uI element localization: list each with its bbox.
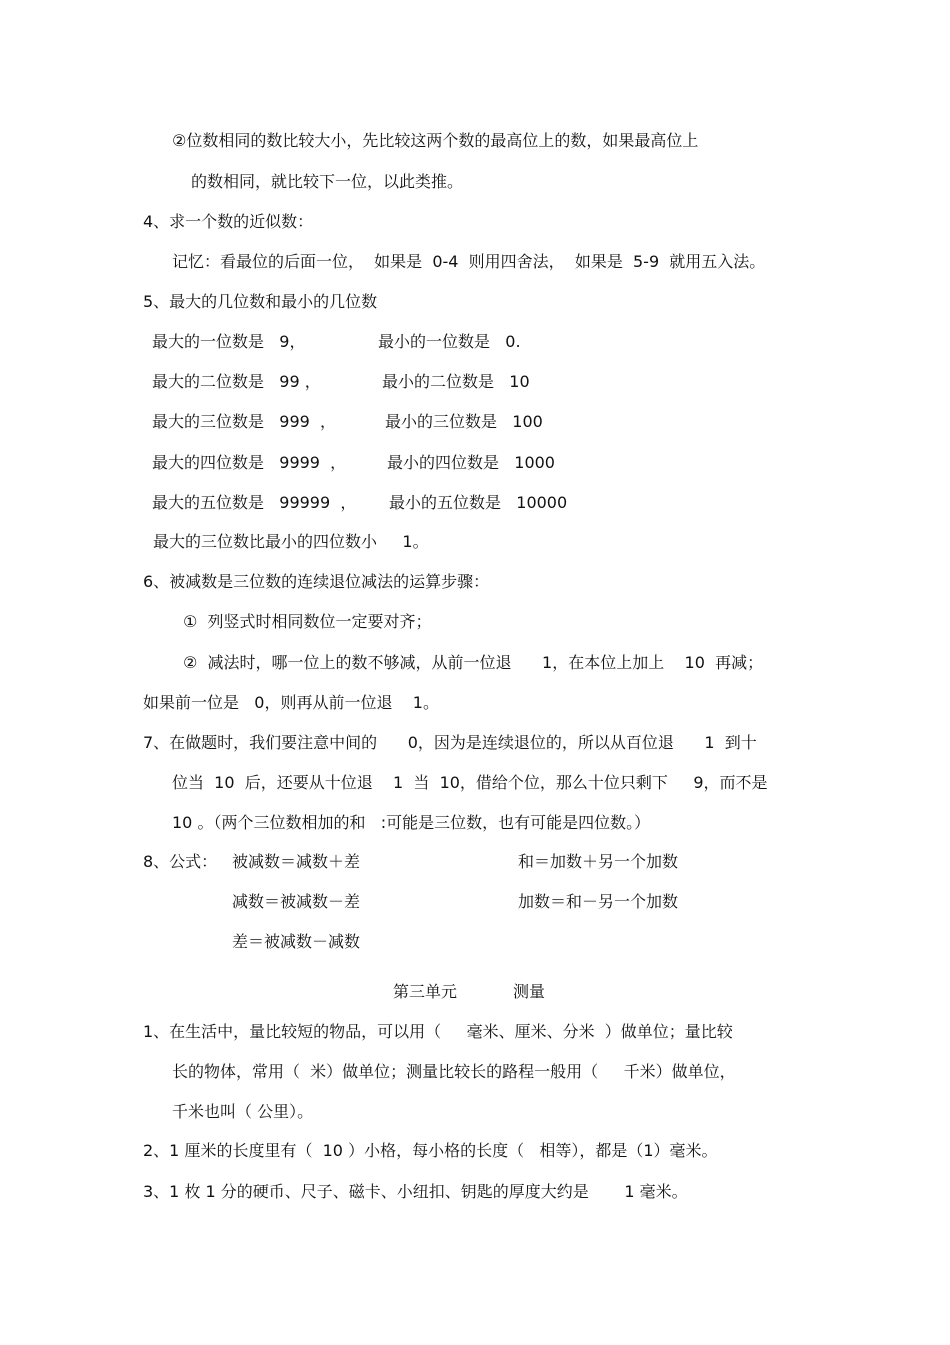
table-row-min: 最小的三位数是 100 [385, 412, 543, 431]
text-line: ① 列竖式时相同数位一定要对齐； [183, 612, 432, 631]
text-line: ②位数相同的数比较大小，先比较这两个数的最高位上的数，如果最高位上 [172, 131, 699, 150]
text-line: 如果前一位是 0，则再从前一位退 1。 [143, 693, 439, 712]
text-line: 1、在生活中，量比较短的物品，可以用（ 毫米、厘米、分米 ）做单位；量比较 [143, 1022, 733, 1041]
text-line: 位当 10 后，还要从十位退 1 当 10，借给个位，那么十位只剩下 9，而不是 [172, 773, 768, 792]
table-row-max: 最大的二位数是 99 ， [152, 372, 321, 391]
text-line: 10 。（两个三位数相加的和 :可能是三位数，也有可能是四位数。） [172, 813, 651, 832]
formula: 被减数＝减数＋差 [232, 852, 361, 871]
formula: 加数＝和－另一个加数 [518, 892, 679, 911]
text-line: 的数相同，就比较下一位，以此类推。 [191, 172, 464, 191]
table-row-max: 最大的四位数是 9999 ， [152, 453, 347, 472]
table-row-min: 最小的一位数是 0. [378, 332, 521, 351]
table-row-max: 最大的五位数是 99999 ， [152, 493, 357, 512]
section-heading: 4、求一个数的近似数： [143, 212, 314, 231]
unit-title: 第三单元 测量 [393, 982, 545, 1001]
text-line: 记忆：看最位的后面一位， 如果是 0-4 则用四舍法， 如果是 5-9 就用五入法。 [172, 252, 766, 271]
section-heading: 7、在做题时，我们要注意中间的 0，因为是连续退位的，所以从百位退 1 到十 [143, 733, 757, 752]
section-heading: 5、最大的几位数和最小的几位数 [143, 292, 378, 311]
text-line: 2、1 厘米的长度里有（ 10 ）小格，每小格的长度（ 相等），都是（1）毫米。 [143, 1141, 718, 1160]
text-line: 长的物体，常用（ 米）做单位；测量比较长的路程一般用（ 千米）做单位， [172, 1062, 736, 1081]
text-line: ② 减法时，哪一位上的数不够减，从前一位退 1，在本位上加上 10 再减； [183, 653, 764, 672]
text-line: 千米也叫（ 公里）。 [172, 1102, 314, 1121]
table-row-max: 最大的三位数是 999 ， [152, 412, 336, 431]
table-row-min: 最小的二位数是 10 [382, 372, 530, 391]
formula-label: 8、公式： [143, 852, 218, 871]
text-line: 3、1 枚 1 分的硬币、尺子、磁卡、小纽扣、钥匙的厚度大约是 1 毫米。 [143, 1182, 688, 1201]
table-row-max: 最大的一位数是 9， [152, 332, 306, 351]
table-row-min: 最小的五位数是 10000 [389, 493, 568, 512]
text-line: 最大的三位数比最小的四位数小 1。 [153, 532, 429, 551]
section-heading: 6、被减数是三位数的连续退位减法的运算步骤： [143, 572, 490, 591]
formula: 和＝加数＋另一个加数 [518, 852, 679, 871]
table-row-min: 最小的四位数是 1000 [387, 453, 555, 472]
formula: 减数＝被减数－差 [232, 892, 361, 911]
formula: 差＝被减数－减数 [232, 932, 361, 951]
